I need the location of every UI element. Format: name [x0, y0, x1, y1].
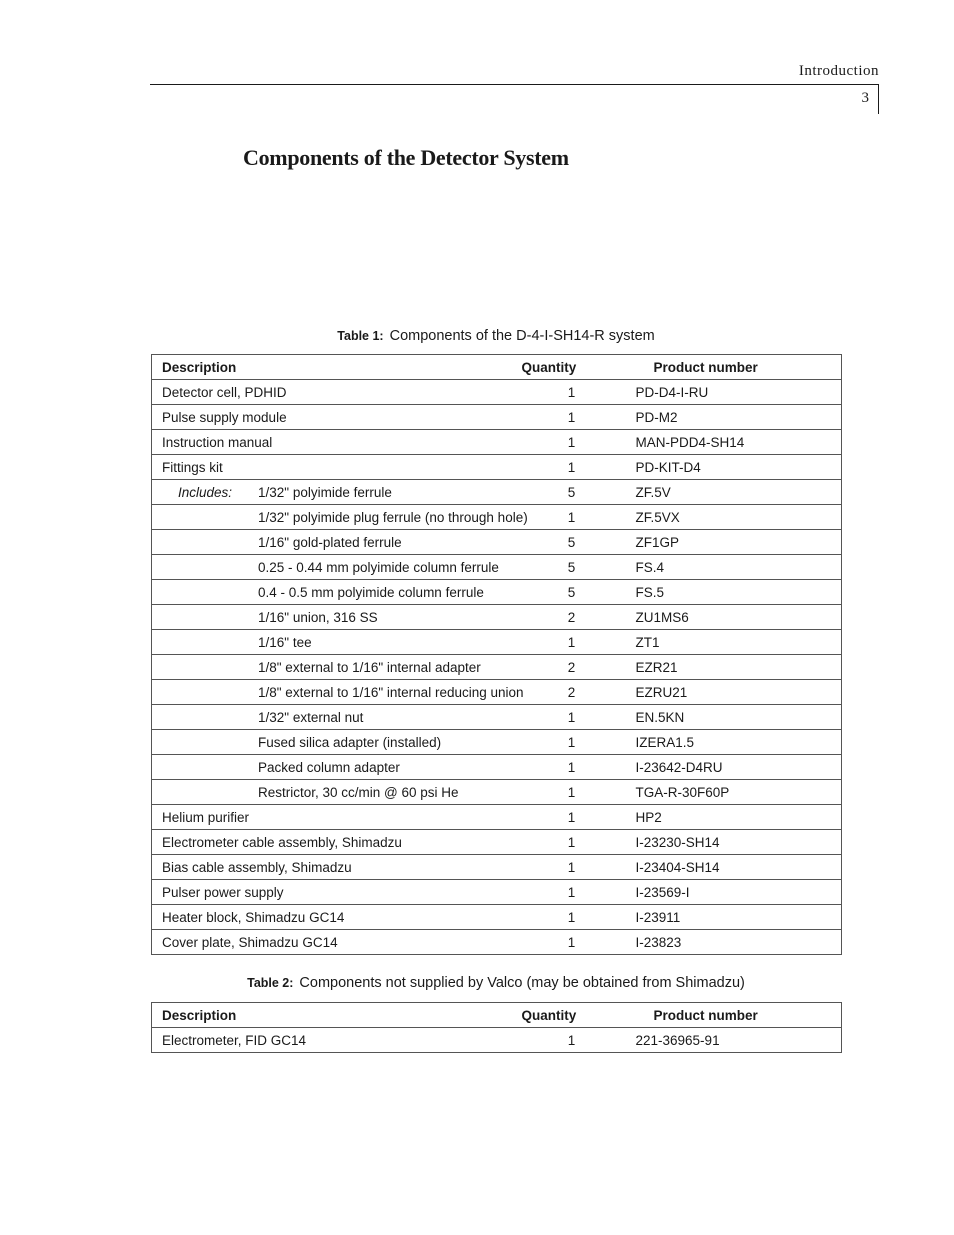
cell-product-number: TGA-R-30F60P — [622, 780, 842, 805]
table2-body — [152, 1028, 842, 1053]
cell-quantity: 1 — [522, 930, 622, 955]
table-row — [152, 480, 842, 505]
cell-quantity: 1 — [522, 780, 622, 805]
description-text: 1/8" external to 1/16" internal adapter — [258, 659, 481, 675]
cell-quantity: 5 — [522, 555, 622, 580]
table1-header-row — [152, 355, 842, 380]
table2-caption — [151, 975, 841, 991]
table-row — [152, 580, 842, 605]
table-row — [152, 430, 842, 455]
description-text: Detector cell, PDHID — [162, 384, 287, 400]
cell-product-number: FS.5 — [622, 580, 842, 605]
cell-product-number: PD-M2 — [622, 405, 842, 430]
table-row — [152, 730, 842, 755]
table-row — [152, 680, 842, 705]
description-text: Heater block, Shimadzu GC14 — [162, 909, 345, 925]
cell-description — [152, 605, 522, 630]
cell-description — [152, 905, 522, 930]
table-row — [152, 780, 842, 805]
table2-header-description: Description — [152, 1003, 522, 1028]
table1-caption-label: Table 1: — [337, 329, 384, 343]
includes-label: Includes: — [178, 484, 233, 500]
cell-description — [152, 405, 522, 430]
table-row — [152, 1028, 842, 1053]
cell-quantity: 1 — [522, 405, 622, 430]
page-number: 3 — [861, 90, 869, 106]
cell-product-number: HP2 — [622, 805, 842, 830]
cell-quantity: 5 — [522, 480, 622, 505]
description-text: 1/32" external nut — [258, 709, 364, 725]
cell-product-number: I-23569-I — [622, 880, 842, 905]
description-text: Helium purifier — [162, 809, 250, 825]
cell-product-number: EN.5KN — [622, 705, 842, 730]
description-text: 0.25 - 0.44 mm polyimide column ferrule — [258, 559, 499, 575]
table-row — [152, 830, 842, 855]
cell-quantity: 1 — [522, 730, 622, 755]
running-header: Introduction — [798, 63, 879, 79]
description-text: 1/16" union, 316 SS — [258, 609, 378, 625]
table-row — [152, 905, 842, 930]
cell-product-number: PD-KIT-D4 — [622, 455, 842, 480]
table1 — [151, 354, 842, 955]
description-text: 1/8" external to 1/16" internal reducing union — [258, 684, 524, 700]
page-title: Components of the Detector System — [243, 145, 569, 170]
description-text: Cover plate, Shimadzu GC14 — [162, 934, 338, 950]
description-text: Pulser power supply — [162, 884, 284, 900]
description-text: Pulse supply module — [162, 409, 287, 425]
cell-description — [152, 1028, 522, 1053]
table-row — [152, 855, 842, 880]
cell-description — [152, 530, 522, 555]
cell-product-number: I-23642-D4RU — [622, 755, 842, 780]
table-row — [152, 505, 842, 530]
table1-header-description: Description — [152, 355, 522, 380]
description-text: 1/32" polyimide ferrule — [258, 484, 392, 500]
cell-quantity: 1 — [522, 805, 622, 830]
table-row — [152, 555, 842, 580]
table-row — [152, 455, 842, 480]
cell-description — [152, 780, 522, 805]
table1-caption-text: Components of the D-4-I-SH14-R system — [389, 328, 655, 344]
cell-quantity: 5 — [522, 530, 622, 555]
table2-header-quantity: Quantity — [522, 1003, 622, 1028]
table1-header-product: Product number — [622, 355, 842, 380]
description-text: 1/16" tee — [258, 634, 312, 650]
table-row — [152, 755, 842, 780]
cell-description — [152, 930, 522, 955]
cell-quantity: 1 — [522, 630, 622, 655]
cell-description — [152, 455, 522, 480]
cell-description — [152, 705, 522, 730]
table-row — [152, 930, 842, 955]
cell-description — [152, 480, 522, 505]
cell-product-number: 221-36965-91 — [622, 1028, 842, 1053]
cell-product-number: PD-D4-I-RU — [622, 380, 842, 405]
cell-product-number: I-23823 — [622, 930, 842, 955]
cell-product-number: I-23911 — [622, 905, 842, 930]
cell-quantity: 2 — [522, 605, 622, 630]
cell-description — [152, 380, 522, 405]
cell-product-number: ZF.5V — [622, 480, 842, 505]
cell-description — [152, 505, 528, 530]
cell-quantity: 2 — [522, 680, 622, 705]
description-text: Restrictor, 30 cc/min @ 60 psi He — [258, 784, 459, 800]
cell-description — [152, 580, 522, 605]
table1-body — [152, 380, 842, 955]
cell-description — [152, 680, 522, 705]
cell-quantity: 1 — [522, 905, 622, 930]
table2-caption-label: Table 2: — [247, 976, 294, 990]
cell-quantity: 1 — [522, 1028, 622, 1053]
cell-quantity: 1 — [522, 855, 622, 880]
table-row — [152, 655, 842, 680]
cell-product-number: I-23230-SH14 — [622, 830, 842, 855]
table2-header-product: Product number — [622, 1003, 842, 1028]
cell-description — [152, 555, 522, 580]
table2 — [151, 1002, 842, 1053]
cell-product-number: EZR21 — [622, 655, 842, 680]
cell-description — [152, 430, 522, 455]
cell-product-number: ZU1MS6 — [622, 605, 842, 630]
table2-caption-text: Components not supplied by Valco (may be obtained from Shimadzu) — [299, 975, 745, 991]
cell-quantity: 1 — [522, 755, 622, 780]
cell-quantity: 1 — [522, 830, 622, 855]
table1-caption — [151, 328, 841, 344]
table2-header-row — [152, 1003, 842, 1028]
description-text: Instruction manual — [162, 434, 273, 450]
table1-header-quantity: Quantity — [522, 355, 622, 380]
cell-quantity: 5 — [522, 580, 622, 605]
description-text: 1/16" gold-plated ferrule — [258, 534, 402, 550]
cell-product-number: I-23404-SH14 — [622, 855, 842, 880]
description-text: Electrometer, FID GC14 — [162, 1032, 307, 1048]
cell-description — [152, 630, 522, 655]
table-row — [152, 380, 842, 405]
cell-product-number: FS.4 — [622, 555, 842, 580]
cell-quantity: 1 — [522, 430, 622, 455]
cell-quantity: 2 — [522, 655, 622, 680]
description-text: Bias cable assembly, Shimadzu — [162, 859, 352, 875]
description-text: Packed column adapter — [258, 759, 400, 775]
cell-quantity: 1 — [522, 455, 622, 480]
cell-description — [152, 855, 522, 880]
description-text: 1/32" polyimide plug ferrule (no through hole) — [258, 509, 528, 525]
cell-quantity: 1 — [522, 705, 622, 730]
table-row — [152, 405, 842, 430]
description-text: 0.4 - 0.5 mm polyimide column ferrule — [258, 584, 484, 600]
cell-quantity: 1 — [522, 505, 622, 530]
cell-product-number: ZF1GP — [622, 530, 842, 555]
cell-description — [152, 730, 522, 755]
table-row — [152, 805, 842, 830]
cell-product-number: ZT1 — [622, 630, 842, 655]
description-text: Fittings kit — [162, 459, 223, 475]
cell-product-number: ZF.5VX — [622, 505, 842, 530]
cell-product-number: MAN-PDD4-SH14 — [622, 430, 842, 455]
cell-description — [152, 830, 522, 855]
table-row — [152, 880, 842, 905]
cell-product-number: EZRU21 — [622, 680, 842, 705]
table-row — [152, 630, 842, 655]
cell-description — [152, 755, 522, 780]
table-row — [152, 705, 842, 730]
cell-product-number: IZERA1.5 — [622, 730, 842, 755]
description-text: Fused silica adapter (installed) — [258, 734, 442, 750]
cell-description — [152, 880, 522, 905]
cell-quantity: 1 — [522, 380, 622, 405]
cell-description — [152, 655, 522, 680]
cell-quantity: 1 — [522, 880, 622, 905]
description-text: Electrometer cable assembly, Shimadzu — [162, 834, 402, 850]
cell-description — [152, 805, 522, 830]
table-row — [152, 530, 842, 555]
header-rule — [150, 84, 879, 85]
page-number-bar — [878, 84, 879, 114]
table-row — [152, 605, 842, 630]
